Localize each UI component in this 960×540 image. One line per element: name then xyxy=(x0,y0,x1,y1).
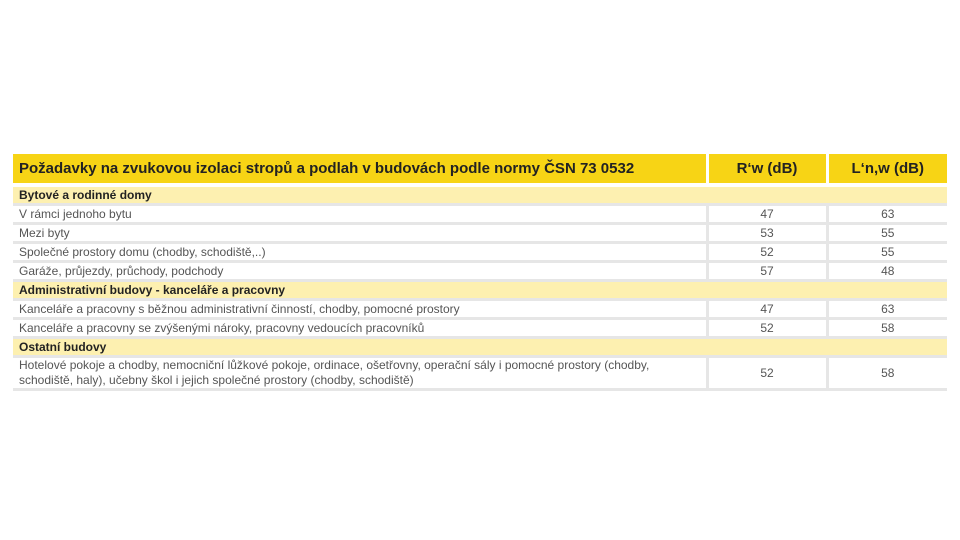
row-lnw-value: 63 xyxy=(827,300,947,319)
row-lnw-value: 55 xyxy=(827,243,947,262)
section-header-row xyxy=(13,281,947,300)
row-rw-value: 52 xyxy=(707,357,827,390)
section-header-row xyxy=(13,187,947,205)
noise-requirements-table-wrapper xyxy=(13,154,947,391)
row-lnw-value: 58 xyxy=(827,357,947,390)
row-label: Společné prostory domu (chodby, schodiště,..) xyxy=(13,243,707,262)
row-label: Kanceláře a pracovny s běžnou administrativní činností, chodby, pomocné prostory xyxy=(13,300,707,319)
row-lnw-value: 55 xyxy=(827,224,947,243)
row-label: Mezi byty xyxy=(13,224,707,243)
row-rw-value: 52 xyxy=(707,243,827,262)
row-rw-value: 47 xyxy=(707,300,827,319)
row-lnw-value: 63 xyxy=(827,205,947,224)
row-label: V rámci jednoho bytu xyxy=(13,205,707,224)
row-label: Kanceláře a pracovny se zvýšenými nároky, pracovny vedoucích pracovníků xyxy=(13,319,707,338)
table-row xyxy=(13,243,947,262)
column-header-rw: R‘w (dB) xyxy=(707,154,827,183)
section-title: Administrativní budovy - kanceláře a pracovny xyxy=(13,281,947,300)
table-row xyxy=(13,224,947,243)
section-title: Ostatní budovy xyxy=(13,338,947,357)
table-row xyxy=(13,357,947,390)
table-header-row xyxy=(13,154,947,183)
table-title: Požadavky na zvukovou izolaci stropů a podlah v budovách podle normy ČSN 73 0532 xyxy=(13,154,707,183)
table-row xyxy=(13,300,947,319)
row-label: Garáže, průjezdy, průchody, podchody xyxy=(13,262,707,281)
row-label: Hotelové pokoje a chodby, nemocniční lůžkové pokoje, ordinace, ošetřovny, operační sály i pomocné prostory (chodby, schodiště, haly), učebny škol i jejich společné prostory (chodby, schodiště) xyxy=(13,357,707,390)
row-lnw-value: 48 xyxy=(827,262,947,281)
row-rw-value: 57 xyxy=(707,262,827,281)
row-rw-value: 53 xyxy=(707,224,827,243)
table-row xyxy=(13,205,947,224)
row-lnw-value: 58 xyxy=(827,319,947,338)
table-row xyxy=(13,319,947,338)
section-header-row xyxy=(13,338,947,357)
row-rw-value: 52 xyxy=(707,319,827,338)
column-header-lnw: L‘n,w (dB) xyxy=(827,154,947,183)
noise-requirements-table xyxy=(13,154,947,391)
section-title: Bytové a rodinné domy xyxy=(13,187,947,205)
row-rw-value: 47 xyxy=(707,205,827,224)
table-row xyxy=(13,262,947,281)
